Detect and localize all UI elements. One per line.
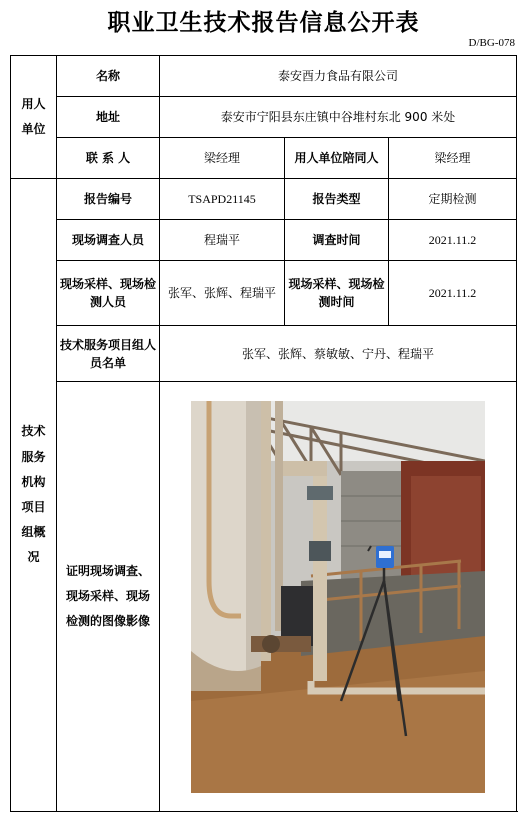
contact-person: 梁经理	[160, 138, 285, 179]
employer-section-label: 用人单位	[11, 56, 57, 179]
evidence-photo-cell	[160, 382, 517, 812]
name-label: 名称	[57, 56, 160, 97]
investigator: 程瑞平	[160, 220, 285, 261]
info-table	[10, 55, 517, 812]
sampling-time-label: 现场采样、现场检测时间	[285, 261, 389, 326]
sampling-time: 2021.11.2	[389, 261, 517, 326]
report-type-label: 报告类型	[285, 179, 389, 220]
report-no: TSAPD21145	[160, 179, 285, 220]
page-title: 职业卫生技术报告信息公开表	[107, 9, 420, 36]
team-section-label: 技术服务机构项目组概况	[11, 179, 57, 812]
document-number: D/BG-078	[468, 37, 515, 49]
investigator-label: 现场调查人员	[57, 220, 160, 261]
members-list: 张军、张辉、蔡敏敏、宁丹、程瑞平	[160, 326, 517, 382]
evidence-section-label: 证明现场调查、现场采样、现场检测的图像影像	[57, 382, 160, 812]
site-photo	[191, 401, 485, 793]
escort-person: 梁经理	[389, 138, 517, 179]
sampling-staff-label: 现场采样、现场检测人员	[57, 261, 160, 326]
site-photo-illustration	[191, 401, 485, 793]
contact-label: 联 系 人	[57, 138, 160, 179]
company-name: 泰安酉力食品有限公司	[160, 56, 517, 97]
address-label: 地址	[57, 97, 160, 138]
sampling-staff: 张军、张辉、程瑞平	[160, 261, 285, 326]
report-no-label: 报告编号	[57, 179, 160, 220]
report-type: 定期检测	[389, 179, 517, 220]
company-address: 泰安市宁阳县东庄镇中谷堆村东北 900 米处	[160, 97, 517, 138]
members-label: 技术服务项目组人员名单	[57, 326, 160, 382]
investigation-time-label: 调查时间	[285, 220, 389, 261]
investigation-time: 2021.11.2	[389, 220, 517, 261]
escort-label: 用人单位陪同人	[285, 138, 389, 179]
